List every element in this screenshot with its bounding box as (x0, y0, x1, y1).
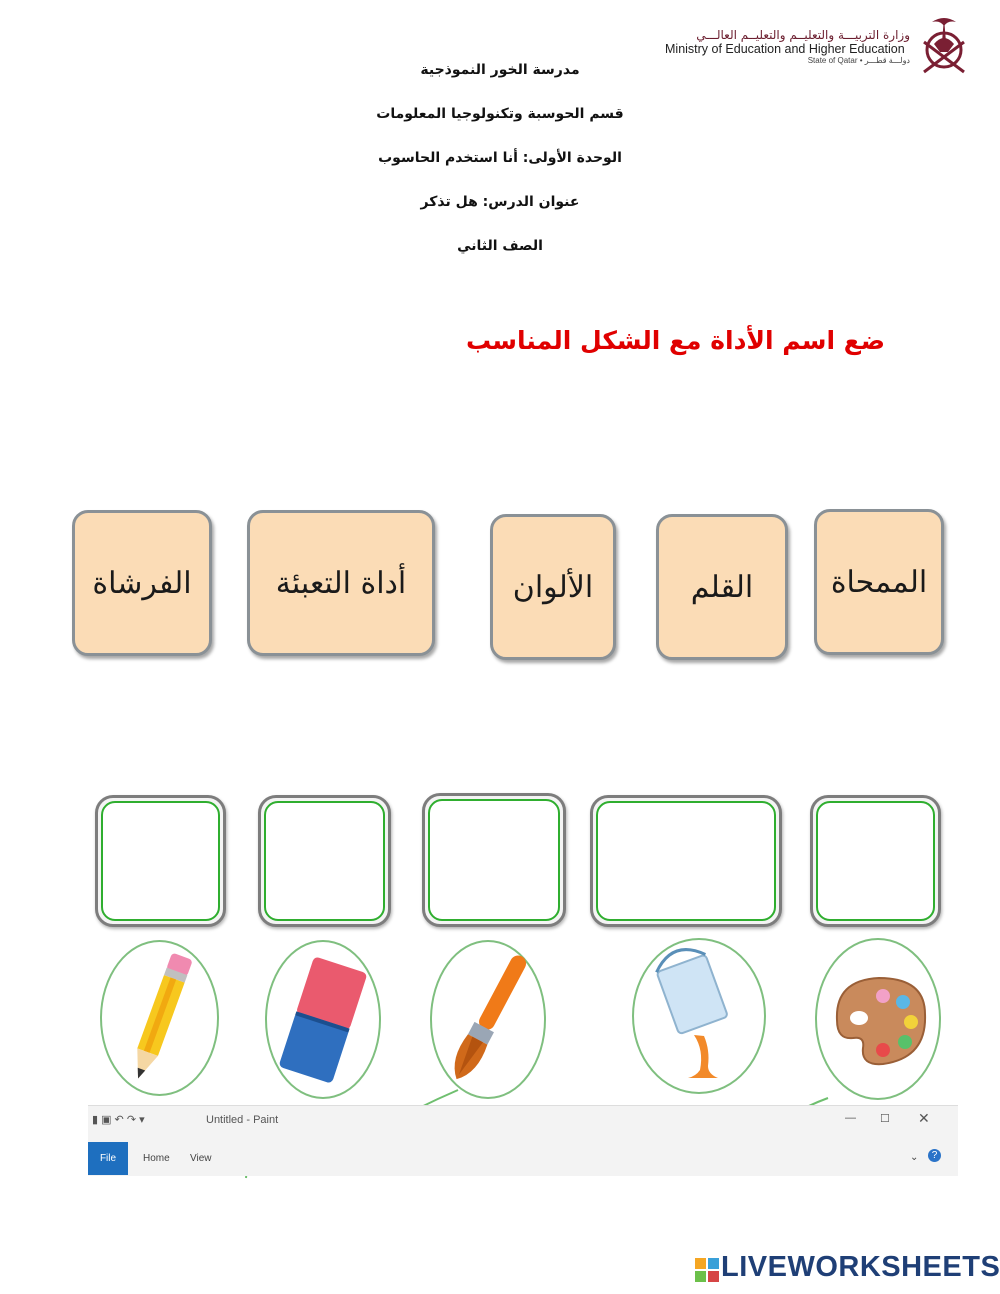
word-card-eraser[interactable] (814, 509, 944, 655)
word-card-pencil[interactable] (656, 514, 788, 660)
paint-file-tab: File (88, 1142, 128, 1175)
word-card-label: أداة التعبئة (275, 565, 407, 601)
answer-drop-zone[interactable] (101, 801, 220, 921)
answer-slot-3[interactable] (422, 793, 566, 927)
paint-window-title: Untitled - Paint (206, 1114, 279, 1126)
ministry-name-en: Ministry of Education and Higher Education (665, 42, 905, 56)
grade-label: الصف الثاني (457, 238, 543, 254)
paint-view-tab: View (190, 1153, 212, 1164)
answer-drop-zone[interactable] (596, 801, 776, 921)
answer-slot-1[interactable] (95, 795, 226, 927)
instruction-text: ضع اسم الأداة مع الشكل المناسب (465, 326, 885, 355)
help-icon: ? (928, 1149, 941, 1162)
liveworksheets-logo-icon (695, 1258, 719, 1282)
word-card-brush[interactable] (72, 510, 212, 656)
unit-title: الوحدة الأولى: أنا استخدم الحاسوب (378, 150, 622, 166)
answer-slot-5[interactable] (810, 795, 941, 927)
maximize-icon: ☐ (880, 1113, 890, 1125)
answer-drop-zone[interactable] (264, 801, 385, 921)
answer-slot-4[interactable] (590, 795, 782, 927)
ministry-state: State of Qatar • دولـــة قطـــر (807, 56, 910, 65)
close-icon: ✕ (918, 1110, 930, 1126)
word-card-colors[interactable] (490, 514, 616, 660)
answer-drop-zone[interactable] (816, 801, 935, 921)
word-card-label: القلم (690, 569, 754, 605)
minimize-icon: — (845, 1112, 856, 1124)
school-name: مدرسة الخور النموذجية (420, 62, 580, 78)
ministry-name-ar: وزارة التربيـــة والتعليــم والتعليــم العالـــي (696, 28, 910, 42)
word-card-label: الممحاة (830, 564, 928, 600)
department-name: قسم الحوسبة وتكنولوجيا المعلومات (376, 106, 624, 122)
word-card-label: الألوان (512, 569, 594, 605)
ministry-logo (665, 28, 915, 65)
answer-slot-2[interactable] (258, 795, 391, 927)
word-card-label: الفرشاة (92, 565, 192, 601)
ribbon-collapse-icon: ⌄ (910, 1152, 919, 1163)
paint-home-tab: Home (143, 1153, 170, 1164)
liveworksheets-logo (695, 1251, 1000, 1287)
answer-drop-zone[interactable] (428, 799, 560, 921)
lesson-title: عنوان الدرس: هل تذكر (420, 194, 580, 210)
paint-quick-access-icons: ▮ ▣ ↶ ↷ ▾ (92, 1114, 145, 1126)
qatar-emblem-icon (918, 12, 970, 82)
liveworksheets-brand-text: LIVEWORKSHEETS (721, 1251, 1000, 1283)
word-card-fill-tool[interactable] (247, 510, 435, 656)
